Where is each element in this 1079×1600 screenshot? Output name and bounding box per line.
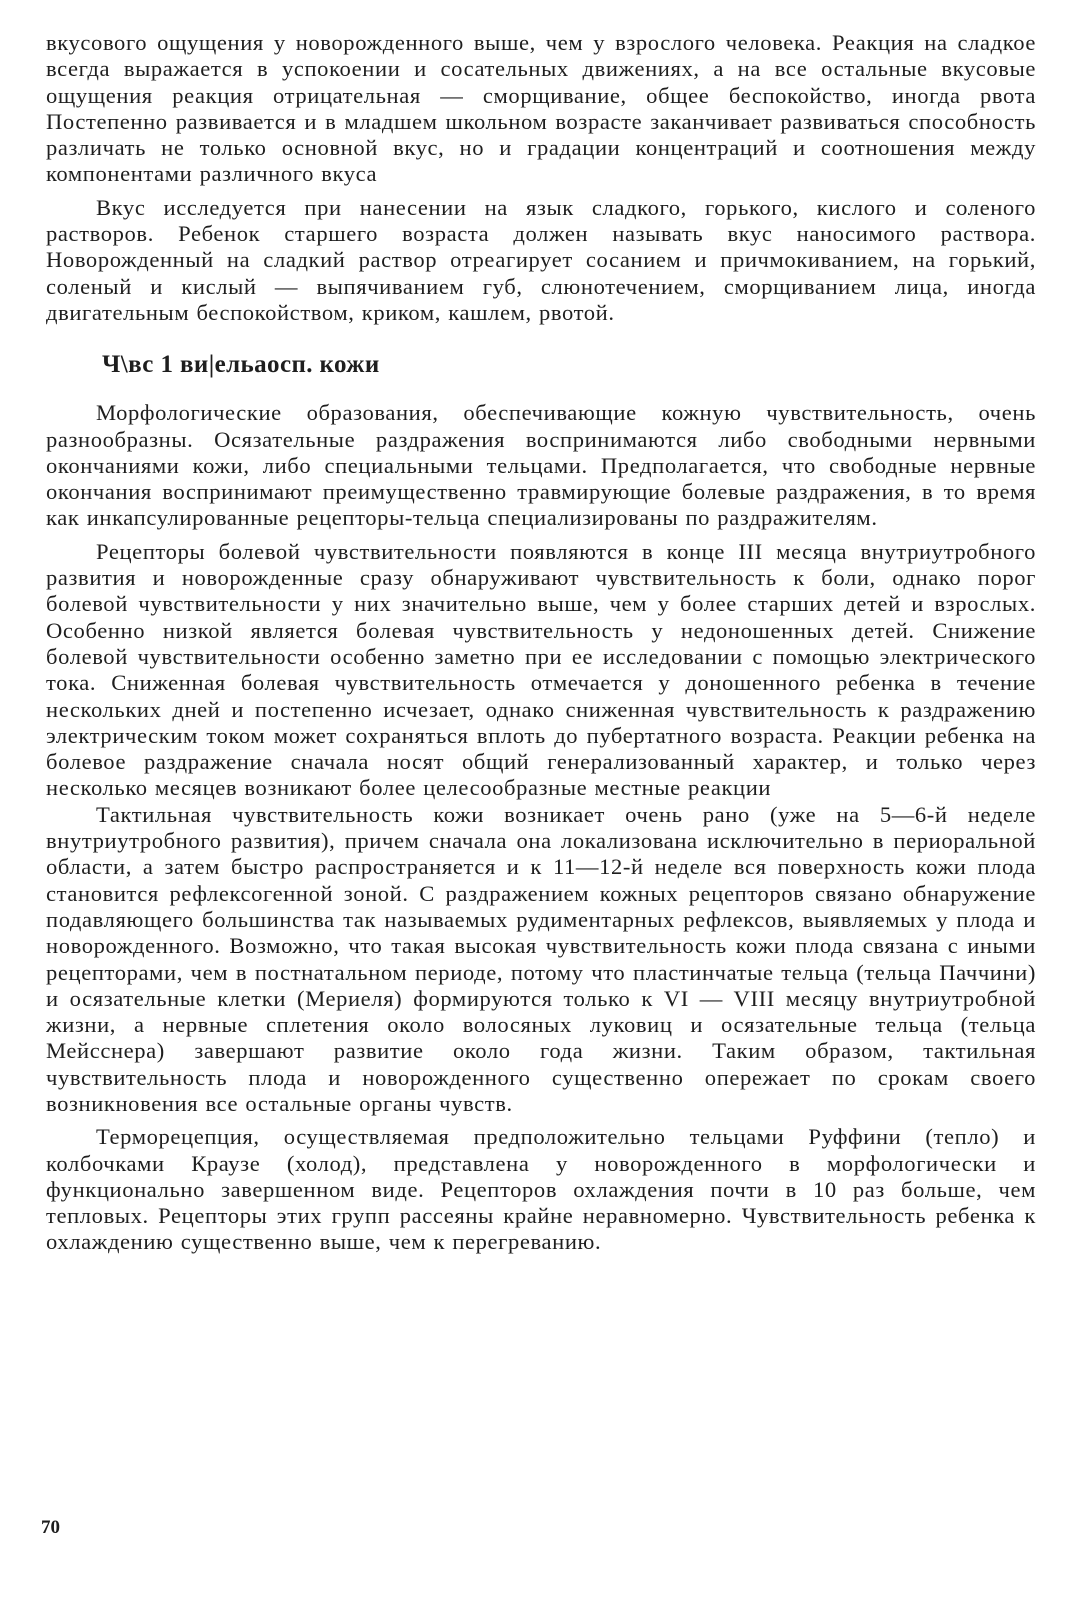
page-body: [46, 30, 1036, 1256]
paragraph-taste-newborn: вкусового ощущения у новорожденного выше, чем у взрослого человека. Реакция на сладкое всегда выражается в успокоении и сосательных движениях, а на все остальные вкусовые ощущения реакция отрицательная — сморщивание, общее беспокойство, иногда рвота Постепенно развивается и в младшем школьном возрасте заканчивает развиваться способность различать не только основной вкус, но и градации концентраций и соотношения между компонентами различного вкуса: [46, 30, 1036, 187]
paragraph-pain-sensitivity: Рецепторы болевой чувствительности появляются в конце III месяца внутриутробного развития и новорожденные сразу обнаруживают чувствительность к боли, однако порог болевой чувствительности у них значительно выше, чем у более старших детей и взрослых. Особенно низкой является болевая чувствительность у недоношенных детей. Снижение болевой чувствительности особенно заметно при ее исследовании с помощью электрического тока. Сниженная болевая чувствительность отмечается у доношенного ребенка в течение нескольких дней и постепенно исчезает, однако сниженная чувствительность к раздражению электрическим током может сохраняться вплоть до пубертатного возраста. Реакции ребенка на болевое раздражение сначала носят общий генерализованный характер, и только через несколько месяцев возникают более целесообразные местные реакции: [46, 538, 1036, 801]
paragraph-skin-morphology: Морфологические образования, обеспечивающие кожную чувствительность, очень разнообразны. Осязательные раздражения воспринимаются либо свободными нервными окончаниями кожи, либо специальными тельцами. Предполагается, что свободные нервные окончания воспринимают преимущественно травмирующие болевые раздражения, в то время как инкапсулированные рецепторы-тельца специализированы по раздражителям.: [46, 400, 1036, 531]
paragraph-thermoreception: Терморецепция, осуществляемая предположительно тельцами Руффини (тепло) и колбочками Краузе (холод), представлена у новорожденного в морфологически и функционально завершенном виде. Рецепторов охлаждения почти в 10 раз больше, чем тепловых. Рецепторы этих групп рассеяны крайне неравномерно. Чувствительность ребенка к охлаждению существенно выше, чем к перегреванию.: [46, 1124, 1036, 1255]
paragraph-taste-testing: Вкус исследуется при нанесении на язык сладкого, горького, кислого и соленого растворов. Ребенок старшего возраста должен называть вкус наносимого раствора. Новорожденный на сладкий раствор отреагирует сосанием и причмокиванием, на горький, соленый и кислый — выпячиванием губ, слюнотечением, сморщиванием лица, иногда двигательным беспокойством, криком, кашлем, рвотой.: [46, 194, 1036, 325]
page-number: 70: [41, 1517, 60, 1538]
section-title: Ч\вс 1 ви|ельаосп. кожи: [102, 351, 380, 379]
paragraph-tactile-sensitivity: Тактильная чувствительность кожи возникает очень рано (уже на 5—6-й неделе внутриутробного развития), причем сначала она локализована исключительно в периоральной области, а затем быстро распространяется и к 11—12-й неделе вся поверхность кожи плода становится рефлексогенной зоной. С раздражением кожных рецепторов связано обнаружение подавляющего большинства так называемых рудиментарных рефлексов, выявляемых у плода и новорожденного. Возможно, что такая высокая чувствительность кожи плода связана с иными рецепторами, чем в постнатальном периоде, потому что пластинчатые тельца (тельца Паччини) и осязательные клетки (Мериеля) формируются только к VI — VIII месяцу внутриутробной жизни, а нервные сплетения около волосяных луковиц и осязательные тельца (тельца Мейсснера) завершают развитие около года жизни. Таким образом, тактильная чувствительность плода и новорожденного существенно опережает по срокам своего возникновения все остальные органы чувств.: [46, 801, 1036, 1116]
